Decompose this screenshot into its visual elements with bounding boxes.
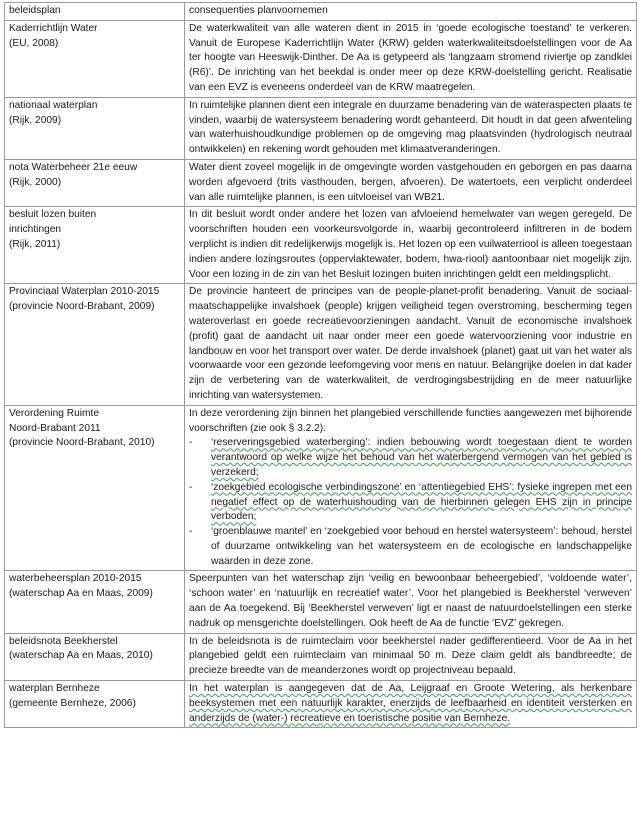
plan-name: nationaal waterplan <box>9 99 98 111</box>
plan-source: (waterschap Aa en Maas, 2010) <box>9 650 153 662</box>
plan-source: (gemeente Bernheze, 2006) <box>9 697 136 709</box>
plan-cell <box>5 20 185 97</box>
consequence-cell <box>185 159 637 206</box>
document <box>4 2 636 728</box>
bullet-dash: - <box>189 437 193 449</box>
plan-name: waterbeheersplan 2010-2015 <box>9 573 142 585</box>
bullet-text: ‘reserveringsgebied waterberging’: indien bebouwing wordt toegestaan dient te worden verantwoord op welke wijze het behoud van het waterbergend vermogen van het gebied is verzekerd; <box>211 437 632 478</box>
plan-cell <box>5 571 185 633</box>
consequence-text: In dit besluit wordt onder andere het lozen van afvloeiend hemelwater van wegen geregeld. De voorschriften houden een voorkeursvolgorde in, waarbij gecontroleerd infiltreren in de bodem verplicht is indien dit redelijkerwijs mogelijk is. Het lozen op een vuilwaterriool is alleen toegestaan indien andere lozingsroutes (oppervlaktewater, bodem, hwa-riool) aantoonbaar niet mogelijk zijn. Voor een lozing in de zin van het Besluit lozingen buiten inrichtingen geldt een meldingsplicht. <box>189 209 632 280</box>
table-row <box>5 284 637 405</box>
plan-cell <box>5 207 185 284</box>
consequence-text: Water dient zoveel mogelijk in de omgevingte worden vastgehouden en geborgen en pas daarna worden afgevoerd (trits vasthouden, bergen, afvoeren). De watertoets, een verplicht onderdeel van alle ruimtelijke plannen, is een uitvloeisel van WB21. <box>189 161 632 203</box>
consequence-text[interactable]: Speerpunten van het waterschap zijn ‘veilig en bewoonbaar beheergebied’, ‘voldoende water’, ‘schoon water’ en ‘natuurlijk en recreatief water’. Voor het plangebied is Beekherstel ‘verweven’ aan de Aa toegekend. Bij ‘Beekherstel verweven’ ligt er naast de natuurdoelstellingen een sterke nadruk op mensgerichte doelstellingen. Ook heeft de Aa de functie ‘EVZ’ gekregen. <box>189 573 632 629</box>
plan-source: (Rijk, 2011) <box>9 238 61 250</box>
table-row <box>5 405 637 571</box>
consequence-text: In ruimtelijke plannen dient een integrale en duurzame benadering van de wateraspecten plaats te vinden, waarbij de watersysteem benadering wordt gehanteerd. Dit houdt in dat geen afwenteling van waterhuishoudkundige problemen op de omgeving mag plaatsvinden (hydrologisch neutraal ontwikkelen) en rekening wordt gehouden met klimaatveranderingen. <box>189 99 632 156</box>
table-row <box>5 633 637 680</box>
table-row <box>5 97 637 159</box>
table-row <box>5 207 637 284</box>
consequence-text: De waterkwaliteit van alle wateren dient in 2015 in ‘goede ecologische toestand’ te verkeren. Vanuit de Europese Kaderrichtlijn Water (KRW) gelden waterkwaliteitsdoelstellingen voor de Aa ter hoogte van Heeswijk-Dinther. De Aa is getypeerd als ‘langzaam stromend riviertje op zandklei (R6)’. De inrichting van het beekdal is onder meer op deze KRW-doelstelling gericht. Realisatie van een EVZ is eveneens onderdeel van de KRW maatregelen. <box>189 22 632 93</box>
list-item <box>189 481 632 525</box>
plan-name: besluit lozen buiten <box>9 209 97 221</box>
consequence-cell <box>185 284 637 405</box>
plan-name: Verordening Ruimte <box>9 407 100 419</box>
plan-cell <box>5 97 185 159</box>
plan-name-cont: Noord-Brabant 2011 <box>9 422 101 434</box>
table-row <box>5 20 637 97</box>
plan-source: (EU, 2008) <box>9 37 59 49</box>
plan-source: (Rijk, 2009) <box>9 114 62 126</box>
bullet-text: ‘zoekgebied ecologische verbindingszone’ en ‘attentiegebied EHS’: fysieke ingrepen met een negatief effect op de waterhuishouding van de hierbinnen gelegen EHS zijn in principe verboden; <box>211 481 632 523</box>
bullet-text: ‘groenblauwe mantel’ en ‘zoekgebied voor behoud en herstel watersysteem’: behoud, herstel of duurzame ontwikkeling van het watersysteem en de ecologische en landschappelijke waarden in deze zone. <box>211 526 632 567</box>
bullet-dash: - <box>189 526 193 538</box>
header-beleidsplan: beleidsplan <box>5 3 185 21</box>
list-item <box>189 436 632 480</box>
plan-cell <box>5 681 185 728</box>
consequence-text: De provincie hanteert de principes van de people-planet-profit benadering. Vanuit de sociaal-maatschappelijke invalshoek (people) krijgen veiligheid tegen overstroming, bescherming tegen wateroverlast en goede recreatievoorzieningen aandacht. Vanuit de economische invalshoek (profit) gaat de aandacht uit naar onder meer een goede watervoorziening voor industrie en landbouw en voor het transport over water. De derde invalshoek (planet) gaat uit van het water als voorwaarde voor een gezonde leefomgeving voor mens en natuur. Belangrijke doelen in dat kader zijn de verbetering van de waterkwaliteit, de verdrogingsbestrijding en de meer natuurlijke inrichting van watersystemen. <box>189 286 632 401</box>
plan-source: (waterschap Aa en Maas, 2009) <box>9 588 153 600</box>
table-row <box>5 571 637 633</box>
consequence-cell <box>185 97 637 159</box>
consequence-cell <box>185 405 637 571</box>
header-consequenties: consequenties planvoornemen <box>185 3 637 21</box>
plan-name-cont: inrichtingen <box>9 224 62 236</box>
consequence-intro: In deze verordening zijn binnen het plangebied verschillende functies aangewezen met bijhorende voorschriften (zie ook § 3.2.2): <box>189 407 632 434</box>
list-item <box>189 525 632 569</box>
bullet-list <box>189 436 632 569</box>
plan-cell <box>5 633 185 680</box>
bullet-dash: - <box>189 481 193 493</box>
plan-cell <box>5 405 185 571</box>
policy-table <box>4 2 637 728</box>
plan-source: (provincie Noord-Brabant, 2009) <box>9 301 155 313</box>
consequence-cell <box>185 633 637 680</box>
consequence-cell[interactable] <box>185 571 637 633</box>
consequence-cell <box>185 20 637 97</box>
table-row <box>5 159 637 206</box>
plan-cell <box>5 284 185 405</box>
table-header-row <box>5 3 637 21</box>
plan-source: (Rijk, 2000) <box>9 176 62 188</box>
plan-name: waterplan Bernheze <box>9 683 100 695</box>
plan-source: (provincie Noord-Brabant, 2010) <box>9 437 155 449</box>
consequence-text: In de beleidsnota is de ruimteclaim voor beekherstel nader gedifferentieerd. Voor de Aa in het plangebied geldt een ruimteclaim van minimaal 50 m. Deze claim geldt als bandbreedte; de precieze breedte van de meanderzones wordt op projectniveau bepaald. <box>189 635 632 677</box>
plan-name: Provinciaal Waterplan 2010-2015 <box>9 286 160 298</box>
consequence-text: In het waterplan is aangegeven dat de Aa, Leijgraaf en Groote Wetering, als herkenbare beeksystemen met een natuurlijk karakter, enerzijds de leefbaarheid en identiteit versterken en anderzijds de (water-) recreatieve en toeristische positie van Bernheze. <box>189 683 632 724</box>
plan-name: beleidsnota Beekherstel <box>9 635 118 647</box>
consequence-cell <box>185 681 637 728</box>
table-row <box>5 681 637 728</box>
plan-name: Kaderrichtlijn Water <box>9 22 98 34</box>
plan-cell <box>5 159 185 206</box>
consequence-cell <box>185 207 637 284</box>
plan-name: nota Waterbeheer 21e eeuw <box>9 161 138 173</box>
